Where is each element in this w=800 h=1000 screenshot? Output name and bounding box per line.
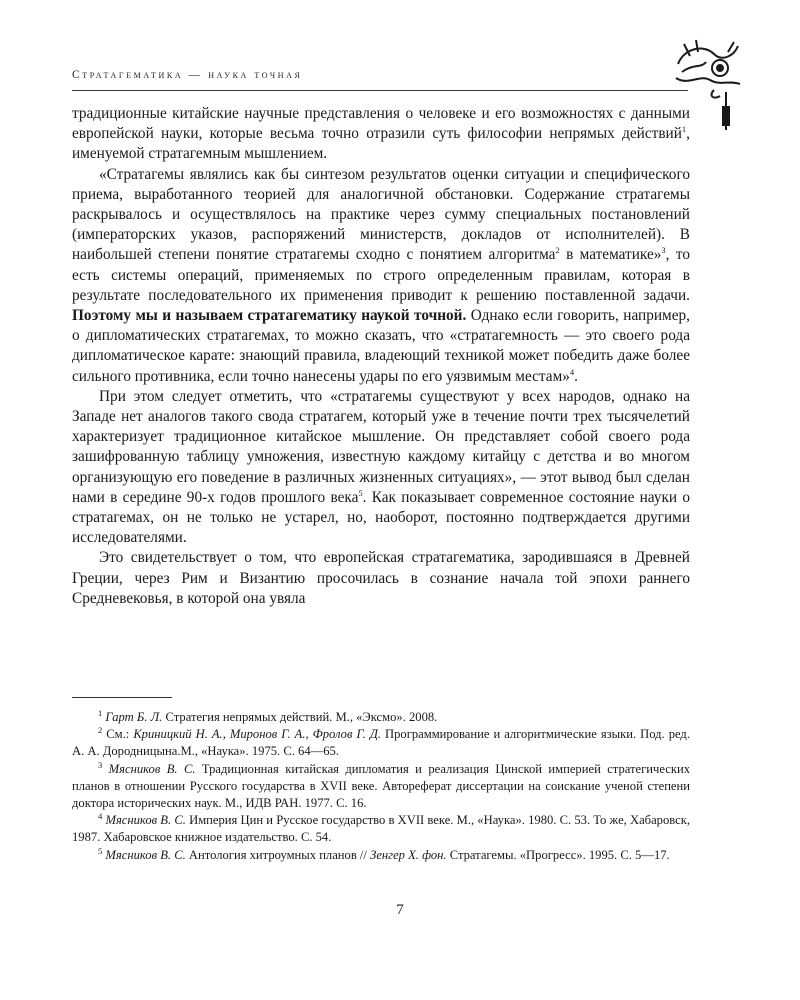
footnote-1: $^1$ Гарт Б. Л. Стратегия непрямых действий. М., «Эксмо». 2008. [98,707,438,724]
emphasis-bold: Поэтому мы и называем стратагематику наукой точной. [72,307,467,325]
footnote-rule [72,697,172,698]
footnote-3: $^3$ Мясников В. С. Традиционная китайская дипломатия и реализация Цинской империей стратегических планов в отношении Русского государства в XVII веке. Автореферат диссертации на соискание ученой степени доктора исторических наук. М., ИДВ РАН. 1977. С. 16. [72,759,690,811]
footnotes [72,709,690,864]
footnote-ref: 3 [661,245,666,256]
header-rule [72,90,688,91]
page-number: 7 [396,902,404,918]
footnote-ref: 4 [569,366,575,377]
paragraph-3: При этом следует отметить, что «стратагемы существуют у всех народов, однако на Западе нет аналогов такого свода стратагем, который уже в течение почти трех тысячелетий характеризует традиционное китайское мышление. Он представляет собой своего рода зашифрованную таблицу умножения, известную каждому китайцу с детства и во многом организующую его поведение в различных жизненных ситуациях», — этот вывод был сделан нами в середине 90-х годов прошлого века$^5$. Как показывает современное состояние науки о стратагемах, он не только не устарел, но, наоборот, постоянно подтверждается другими исследователями. [72,387,690,547]
footnote-ref: 2 [555,245,560,256]
paragraph-2: «Стратагемы являлись как бы синтезом результатов оценки ситуации и специфического приема, выработанного теорией для аналогичной обстановки. Содержание стратагемы раскрывалось и осуществлялось на практике через сумму специальных постановлений (императорских указов, распоряжений министерств, докладов от исполнителей). В наибольшей степени понятие стратагемы сходно с понятием алгоритма$^2$ в математике»$^3$, то есть системы операций, применяемых по строго определенным правилам, которая в результате последовательного их применения приводит к решению поставленной задачи. Поэтому мы и называем стратагематику наукой точной. Однако если говорить, например, о дипломатических стратагемах, то можно сказать, что «стратагемность — это своего рода дипломатическое карате: знающий правила, владеющий техникой может победить даже более сильного противника, если точно нанесены удары по его уязвимым местам»$^4$. [72,165,690,385]
running-head: Стратагематика — наука точная [72,69,303,81]
footnote-ref: 1 [681,124,687,135]
paragraph-4: Это свидетельствует о том, что европейская стратагематика, зародившаяся в Древней Греции, через Рим и Византию просочилась в сознание начала той эпохи раннего Средневековья, в которой она увяла [72,549,690,607]
footnote-5: $^5$ Мясников В. С. Антология хитроумных планов // Зенгер Х. фон. Стратагемы. «Прогресс». 1995. С. 5—17. [98,845,670,862]
paragraph-1: традиционные китайские научные представления о человеке и его возможностях с данными европейской науки, которые весьма точно отразили суть философии непрямых действий$^1$, именуемой стратагемным мышлением. [72,105,690,163]
main-text [72,104,690,609]
footnote-ref: 5 [358,487,363,498]
footnote-2: $^2$ См.: Криницкий Н. А., Миронов Г. А., Фролов Г. Д. Программирование и алгоритмические языки. Под. ред. А. А. Дородницына.М., «Наука». 1975. С. 64—65. [72,725,690,759]
footnote-4: $^4$ Мясников В. С. Империя Цин и Русское государство в XVII веке. М., «Наука». 1980. С. 53. То же, Хабаровск, 1987. Хабаровское книжное издательство. С. 54. [72,811,691,845]
